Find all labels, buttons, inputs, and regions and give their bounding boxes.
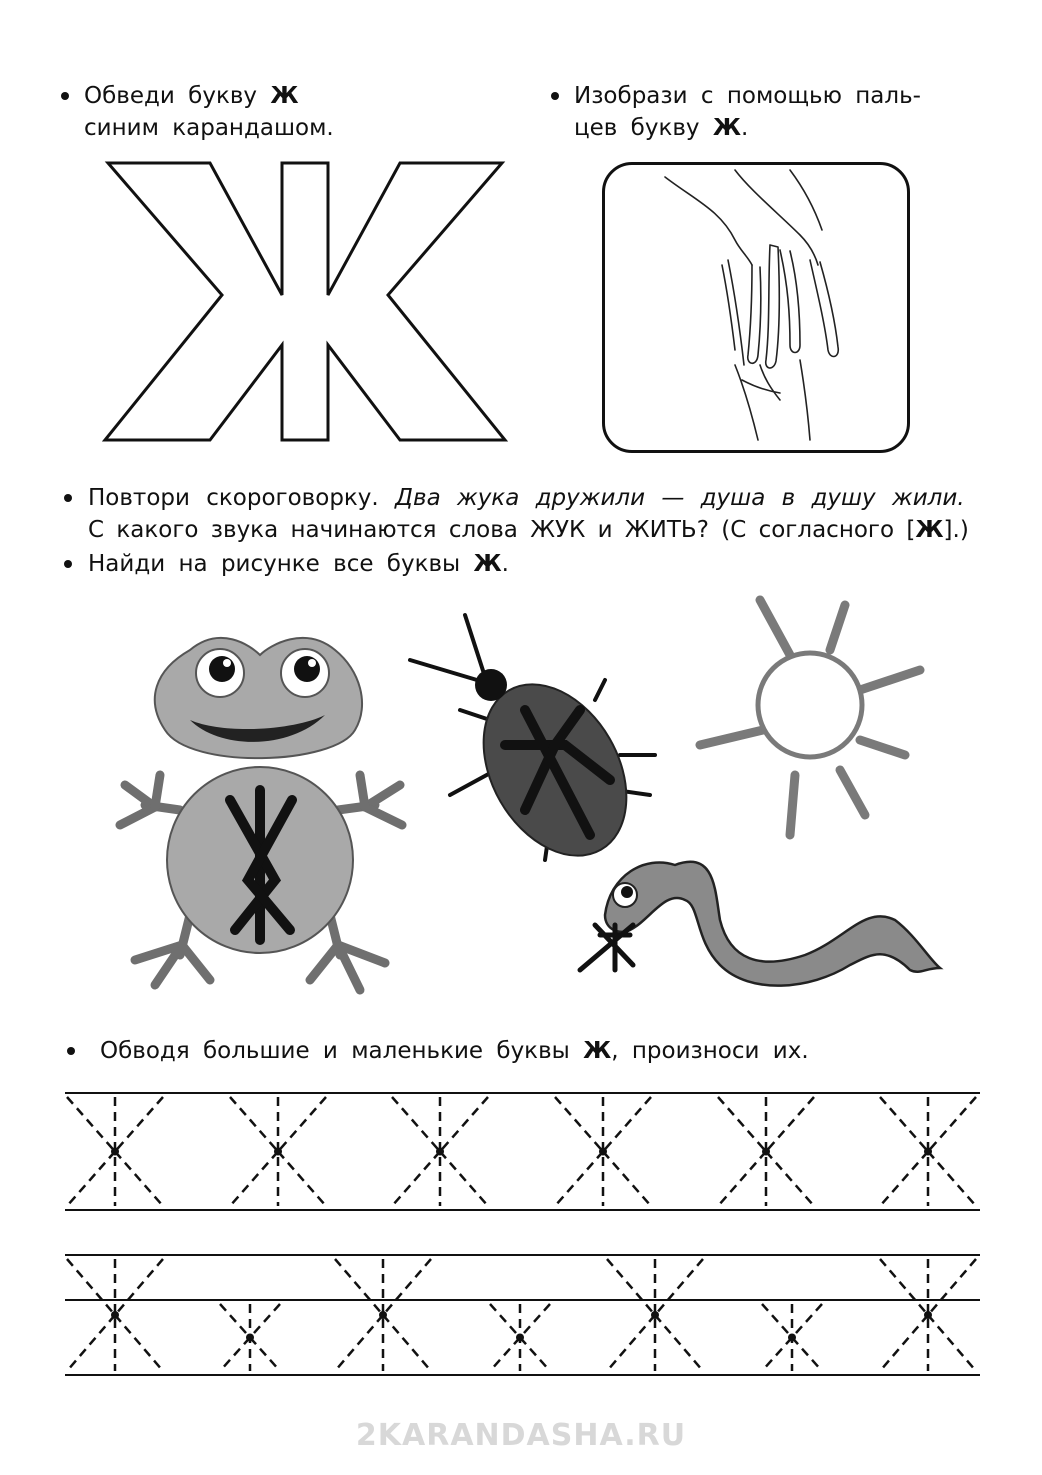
trace-big-zh[interactable]: [67, 1097, 163, 1206]
dashed-stroke: [115, 1315, 163, 1371]
dashed-stroke: [762, 1338, 792, 1372]
dashed-stroke: [603, 1097, 651, 1152]
trace-big-zh[interactable]: [392, 1097, 488, 1206]
tracing-area[interactable]: [0, 1085, 1042, 1385]
dashed-stroke: [928, 1097, 976, 1152]
start-dot: [599, 1148, 607, 1156]
dashed-stroke: [766, 1152, 814, 1207]
trace-small-zh[interactable]: [220, 1304, 280, 1371]
bullet-task1: [61, 92, 69, 100]
dashed-stroke: [792, 1338, 822, 1372]
start-dot: [111, 1311, 119, 1319]
task4-text: Найди на рисунке все буквы: [88, 551, 461, 577]
dashed-stroke: [655, 1315, 703, 1371]
dashed-stroke: [115, 1259, 163, 1315]
trace-big-zh[interactable]: [880, 1259, 976, 1371]
dashed-stroke: [928, 1315, 976, 1371]
bullet-task4: [64, 560, 72, 568]
trace-big-zh[interactable]: [555, 1097, 651, 1206]
dashed-stroke: [928, 1152, 976, 1207]
task1-line1: [84, 80, 298, 112]
task5-letter: Ж: [583, 1038, 612, 1064]
dashed-stroke: [392, 1152, 440, 1207]
dashed-stroke: [655, 1259, 703, 1315]
dashed-stroke: [520, 1338, 550, 1372]
start-dot: [924, 1311, 932, 1319]
trace-big-zh[interactable]: [718, 1097, 814, 1206]
start-dot: [762, 1148, 770, 1156]
dashed-stroke: [278, 1152, 326, 1207]
dashed-stroke: [440, 1097, 488, 1152]
dashed-stroke: [880, 1152, 928, 1207]
trace-big-zh[interactable]: [880, 1097, 976, 1206]
dashed-stroke: [555, 1152, 603, 1207]
dashed-stroke: [762, 1304, 792, 1338]
dashed-stroke: [250, 1338, 280, 1372]
frog-picture[interactable]: [110, 625, 410, 1005]
bullet-task3: [64, 494, 72, 502]
task5-rest: , произноси их.: [611, 1038, 809, 1064]
dashed-stroke: [220, 1338, 250, 1372]
dashed-stroke: [607, 1259, 655, 1315]
task2-letter: Ж: [712, 115, 741, 141]
start-dot: [274, 1148, 282, 1156]
task1-letter: Ж: [270, 83, 299, 109]
dashed-stroke: [490, 1338, 520, 1372]
task2-line2: [574, 112, 748, 144]
trace-big-zh[interactable]: [607, 1259, 703, 1371]
dashed-stroke: [490, 1304, 520, 1338]
task2-line1: Изобрази с помощью паль-: [574, 83, 921, 109]
start-dot: [651, 1311, 659, 1319]
start-dot: [111, 1148, 119, 1156]
dashed-stroke: [880, 1259, 928, 1315]
task4-letter: Ж: [473, 551, 502, 577]
bullet-task2: [551, 92, 559, 100]
dashed-stroke: [520, 1304, 550, 1338]
dashed-stroke: [67, 1259, 115, 1315]
dashed-stroke: [766, 1097, 814, 1152]
watermark: 2KARANDASHA.RU: [355, 1418, 687, 1453]
task3-question: С какого звука начинаются слова ЖУК и ЖИТЬ? (С согласного [: [88, 517, 916, 543]
dashed-stroke: [230, 1152, 278, 1207]
dashed-stroke: [383, 1315, 431, 1371]
dashed-stroke: [440, 1152, 488, 1207]
trace-big-zh[interactable]: [335, 1259, 431, 1371]
start-dot: [924, 1148, 932, 1156]
dashed-stroke: [67, 1152, 115, 1207]
start-dot: [516, 1334, 524, 1342]
dashed-stroke: [928, 1259, 976, 1315]
dashed-stroke: [718, 1097, 766, 1152]
dashed-stroke: [278, 1097, 326, 1152]
dashed-stroke: [718, 1152, 766, 1207]
start-dot: [436, 1148, 444, 1156]
task2-line2-text: цев букву: [574, 115, 700, 141]
task3-question-end: ].): [943, 517, 969, 543]
start-dot: [788, 1334, 796, 1342]
dashed-stroke: [220, 1304, 250, 1338]
big-letter-zh-outline[interactable]: [100, 155, 520, 445]
dashed-stroke: [250, 1304, 280, 1338]
beetle-picture[interactable]: [405, 605, 665, 865]
dashed-stroke: [383, 1259, 431, 1315]
trace-small-zh[interactable]: [490, 1304, 550, 1371]
task3-line1: [88, 482, 965, 514]
dashed-stroke: [335, 1315, 383, 1371]
trace-big-zh[interactable]: [67, 1259, 163, 1371]
task5-line: [100, 1035, 809, 1067]
dashed-stroke: [603, 1152, 651, 1207]
dashed-stroke: [230, 1097, 278, 1152]
task2-period: .: [741, 115, 749, 141]
task1-line2: синим карандашом.: [84, 115, 334, 141]
start-dot: [246, 1334, 254, 1342]
dashed-stroke: [335, 1259, 383, 1315]
snake-picture[interactable]: [575, 840, 945, 990]
task3-line2: [88, 514, 969, 546]
dashed-stroke: [67, 1097, 115, 1152]
dashed-stroke: [880, 1097, 928, 1152]
task5-text: Обводя большие и маленькие буквы: [100, 1038, 570, 1064]
dashed-stroke: [115, 1152, 163, 1207]
task4-line: [88, 548, 509, 580]
dashed-stroke: [880, 1315, 928, 1371]
task4-period: .: [501, 551, 509, 577]
task3-instruction: Повтори скороговорку.: [88, 485, 379, 511]
dashed-stroke: [67, 1315, 115, 1371]
dashed-stroke: [115, 1097, 163, 1152]
dashed-stroke: [392, 1097, 440, 1152]
tongue-twister: Два жука дружили — душа в душу жили.: [395, 485, 965, 511]
dashed-stroke: [792, 1304, 822, 1338]
start-dot: [379, 1311, 387, 1319]
trace-small-zh[interactable]: [762, 1304, 822, 1371]
sun-picture[interactable]: [695, 595, 935, 845]
task3-letter: Ж: [915, 517, 944, 543]
task1-line1-text: Обведи букву: [84, 83, 258, 109]
dashed-stroke: [607, 1315, 655, 1371]
bullet-task5: [67, 1047, 75, 1055]
dashed-stroke: [555, 1097, 603, 1152]
trace-big-zh[interactable]: [230, 1097, 326, 1206]
hands-illustration: [640, 165, 880, 445]
